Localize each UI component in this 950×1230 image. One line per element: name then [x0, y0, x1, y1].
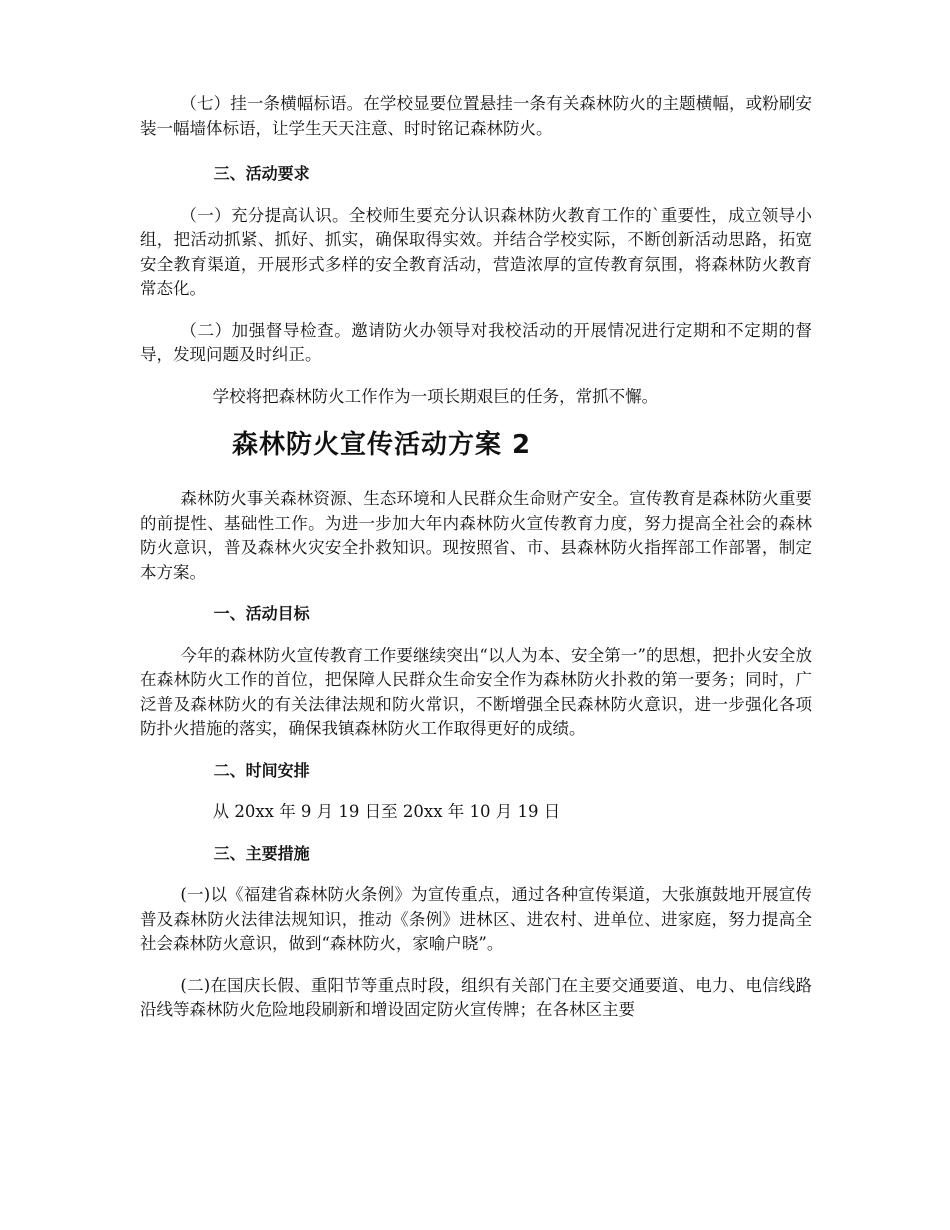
heading-activity-goals: 一、活动目标 [213, 604, 310, 623]
heading-time-schedule: 二、时间安排 [213, 760, 310, 780]
paragraph-banner: （七）挂一条横幅标语。在学校显要位置悬挂一条有关森林防火的主题横幅，或粉刷安装一幅墙体标语，让学生天天注意、时时铭记森林防火。 [140, 94, 812, 138]
paragraph-closing: 学校将把森林防火工作作为一项长期艰巨的任务，常抓不懈。 [212, 386, 659, 406]
section-title: 森林防火宣传活动方案 2 [232, 430, 532, 460]
paragraph-supervision: （二）加强督导检查。邀请防火办领导对我校活动的开展情况进行定期和不定期的督导，发现问题及时纠正。 [140, 320, 812, 364]
paragraph-time-range: 从 20xx 年 9 月 19 日至 20xx 年 10 月 19 日 [212, 802, 561, 821]
heading-main-measures: 三、主要措施 [213, 843, 310, 863]
paragraph-measure-2: (二)在国庆长假、重阳节等重点时段，组织有关部门在主要交通要道、电力、电信线路沿线等森林防火危险地段刷新和增设固定防火宣传牌；在各林区主要 [140, 975, 812, 1019]
document-page [140, 92, 812, 1040]
paragraph-intro: 森林防火事关森林资源、生态环境和人民群众生命财产安全。宣传教育是森林防火重要的前提性、基础性工作。为进一步加大年内森林防火宣传教育力度，努力提高全社会的森林防火意识，普及森林火灾安全扑救知识。现按照省、市、县森林防火指挥部工作部署，制定本方案。 [140, 489, 812, 582]
paragraph-raise-awareness: （一）充分提高认识。全校师生要充分认识森林防火教育工作的`重要性，成立领导小组，把活动抓紧、抓好、抓实，确保取得实效。并结合学校实际，不断创新活动思路，拓宽安全教育渠道，开展形式多样的安全教育活动，营造浓厚的宣传教育氛围，将森林防火教育常态化。 [140, 205, 812, 298]
heading-activity-requirements: 三、活动要求 [213, 164, 310, 183]
paragraph-goals: 今年的森林防火宣传教育工作要继续突出“以人为本、安全第一”的思想，把扑火安全放在森林防火工作的首位，把保障人民群众生命安全作为森林防火扑救的第一要务；同时，广泛普及森林防火的有关法律法规和防火常识，不断增强全民森林防火意识，进一步强化各项防扑火措施的落实，确保我镇森林防火工作取得更好的成绩。 [140, 645, 812, 738]
paragraph-measure-1: (一)以《福建省森林防火条例》为宣传重点，通过各种宣传渠道，大张旗鼓地开展宣传普及森林防火法律法规知识，推动《条例》进林区、进农村、进单位、进家庭，努力提高全社会森林防火意识，做到“森林防火，家喻户晓”。 [140, 885, 812, 953]
